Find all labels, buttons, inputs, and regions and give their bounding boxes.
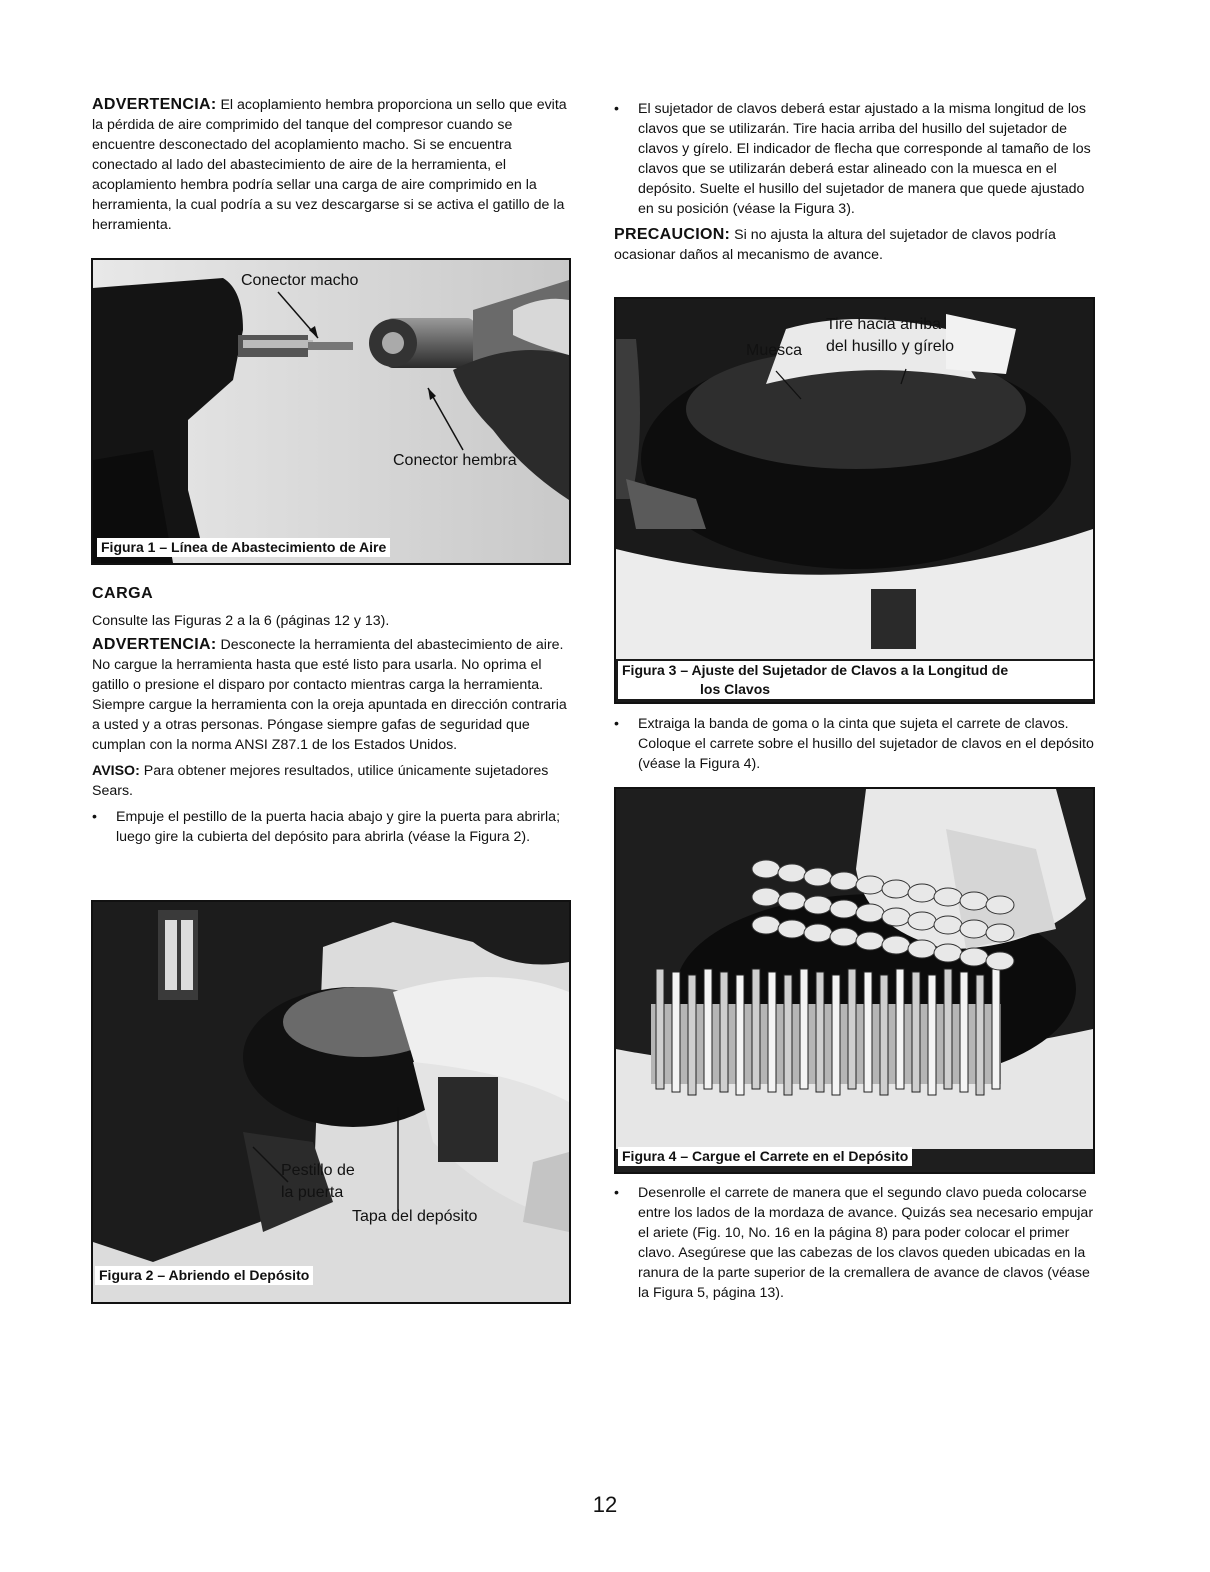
nail-head — [934, 916, 962, 934]
nail-shank — [896, 969, 904, 1089]
figure-1-photo — [93, 260, 569, 563]
nail-shank — [816, 972, 824, 1092]
figure-4 — [614, 787, 1095, 1174]
nail-head — [856, 932, 884, 950]
nail-shank — [752, 969, 760, 1089]
nail-shank — [688, 975, 696, 1095]
left-column — [92, 95, 570, 235]
nail-shank — [960, 972, 968, 1092]
nail-head — [830, 872, 858, 890]
nail-shank — [800, 969, 808, 1089]
nail-head — [908, 912, 936, 930]
consult-text: Consulte las Figuras 2 a la 6 (páginas 12 y 13). — [92, 613, 390, 629]
nail-head — [856, 876, 884, 894]
warning-air-coupling — [92, 95, 570, 235]
right-column-middle — [614, 714, 1094, 774]
nail-head — [830, 900, 858, 918]
figure-2-caption: Figura 2 – Abriendo el Depósito — [95, 1266, 313, 1285]
nail-shank — [848, 969, 856, 1089]
nail-head — [804, 924, 832, 942]
nail-shank — [736, 975, 744, 1095]
bullet-text: Desenrolle el carrete de manera que el segundo clavo pueda colocarse entre los lados de la mordaza de avance. Quizás sea necesario empujar el ariete (Fig. 10, No. 16 en la página 8) para poder colocar el primer clavo. Asegúrese que las cabezas de los clavos queden ubicadas en la ranura de la parte superior de la cremallera de avance de clavos (véase la Figura 5, página 13). — [638, 1185, 1094, 1301]
caution-text: Si no ajusta la altura del sujetador de clavos podría ocasionar daños al mecanismo de avance. — [614, 227, 1056, 263]
list-item: • Extraiga la banda de goma o la cinta que sujeta el carrete de clavos. Coloque el carrete sobre el husillo del sujetador de clavos en el depósito (véase la Figura 4). — [614, 716, 1094, 772]
warning-label: ADVERTENCIA: — [92, 96, 217, 113]
figure-3-photo — [616, 299, 1093, 702]
figure-3 — [614, 297, 1095, 704]
nail-head — [804, 896, 832, 914]
notice-label: AVISO: — [92, 763, 140, 779]
nail-head — [986, 896, 1014, 914]
nail-shank — [704, 969, 712, 1089]
nail-head — [752, 860, 780, 878]
nail-head — [752, 888, 780, 906]
bullet-text: Empuje el pestillo de la puerta hacia abajo y gire la puerta para abrirla; luego gire la cubierta del depósito para abrirla (véase la Figura 2). — [116, 809, 561, 845]
nail-shank — [720, 972, 728, 1092]
nail-head — [882, 880, 910, 898]
nail-head — [778, 864, 806, 882]
nail-shank — [928, 975, 936, 1095]
figure-1-label-female: Conector hembra — [393, 452, 517, 469]
caution — [614, 225, 1094, 265]
right-column-bottom — [614, 1183, 1094, 1303]
figure-2 — [91, 900, 571, 1304]
bullet-text: Extraiga la banda de goma o la cinta que sujeta el carrete de clavos. Coloque el carrete sobre el husillo del sujetador de clavos en el depósito (véase la Figura 4). — [638, 716, 1094, 772]
nail-shank — [672, 972, 680, 1092]
figure-3-caption-line-2: los Clavos — [700, 681, 771, 697]
figure-3-label-pull: Tire hacia arriba del husillo y gírelo — [826, 316, 955, 355]
nail-shank — [784, 975, 792, 1095]
nail-head — [830, 928, 858, 946]
nail-head — [856, 904, 884, 922]
figure-4-caption: Figura 4 – Cargue el Carrete en el Depósito — [618, 1147, 912, 1166]
figure-2-photo — [93, 902, 569, 1302]
nail-head — [778, 892, 806, 910]
figure-1 — [91, 258, 571, 565]
caution-label: PRECAUCION: — [614, 226, 731, 243]
warning-label: ADVERTENCIA: — [92, 636, 217, 653]
nail-head — [986, 952, 1014, 970]
bullet-text: El sujetador de clavos deberá estar ajustado a la misma longitud de los clavos que se utilizarán. Tire hacia arriba del husillo del sujetador de clavos y gírelo. El indicador de flecha que corresponde al tamaño de los clavos que se utilizarán deberá estar alineado con la muesca en el depósito. Suelte el husillo del sujetador de manera que quede ajustado en su posición (véase la Figura 3). — [638, 101, 1091, 217]
warning-text: Desconecte la herramienta del abastecimiento de aire. No cargue la herramienta hasta que esté listo para usarla. No oprima el gatillo o presione el disparo por contacto mientras carga la herramienta. Siempre cargue la herramienta con la oreja apuntada en dirección contraria a usted y a otras personas. Póngase siempre gafas de seguridad que cumplan con la norma ANSI Z87.1 de los Estados Unidos. — [92, 637, 567, 753]
figure-3-caption — [618, 661, 1095, 699]
nail-coil — [616, 789, 1093, 1172]
nail-shank — [944, 969, 952, 1089]
right-column — [614, 99, 1094, 265]
nail-head — [752, 916, 780, 934]
nail-shank — [992, 969, 1000, 1089]
nail-head — [934, 888, 962, 906]
nail-shank — [864, 972, 872, 1092]
nail-head — [882, 936, 910, 954]
carga-section — [92, 585, 570, 847]
nail-head — [986, 924, 1014, 942]
list-item: • El sujetador de clavos deberá estar ajustado a la misma longitud de los clavos que se utilizarán. Tire hacia arriba del husillo del sujetador de clavos y gírelo. El indicador de flecha que corresponde al tamaño de los clavos que se utilizarán deberá estar alineado con la muesca en el depósito. Suelte el husillo del sujetador de manera que quede ajustado en su posición (véase la Figura 3). — [614, 101, 1091, 217]
section-heading: CARGA — [92, 585, 154, 602]
nail-head — [804, 868, 832, 886]
notice-text: Para obtener mejores resultados, utilice únicamente sujetadores Sears. — [92, 763, 549, 799]
warning-disconnect — [92, 635, 570, 755]
nail-shank — [656, 969, 664, 1089]
figure-2-label-latch: Pestillo de la puerta — [281, 1162, 355, 1201]
nail-shank — [832, 975, 840, 1095]
nail-head — [778, 920, 806, 938]
nail-head — [960, 892, 988, 910]
nail-head — [934, 944, 962, 962]
page-number: 12 — [592, 1492, 618, 1517]
figure-2-label-cap: Tapa del depósito — [352, 1208, 478, 1225]
figure-3-label-notch: Muesca — [746, 342, 803, 359]
nail-shank — [912, 972, 920, 1092]
nail-shank — [880, 975, 888, 1095]
figure-1-caption: Figura 1 – Línea de Abastecimiento de Aire — [97, 538, 390, 557]
list-item: • Desenrolle el carrete de manera que el segundo clavo pueda colocarse entre los lados de la mordaza de avance. Quizás sea necesario empujar el ariete (Fig. 10, No. 16 en la página 8) para poder colocar el primer clavo. Asegúrese que las cabezas de los clavos queden ubicadas en la ranura de la parte superior de la cremallera de avance de clavos (véase la Figura 5, página 13). — [614, 1185, 1094, 1301]
warning-text: El acoplamiento hembra proporciona un sello que evita la pérdida de aire comprimido del tanque del compresor cuando se encuentre desconectado del acoplamiento macho. Si se encuentra conectado al lado del abastecimiento de aire de la herramienta, el acoplamiento hembra podría sellar una carga de aire comprimido en la herramienta, la cual podría a su vez descargarse si se activa el gatillo de la herramienta. — [92, 97, 567, 233]
nail-shank — [768, 972, 776, 1092]
nail-head — [960, 920, 988, 938]
notice — [92, 761, 570, 801]
list-item: • Empuje el pestillo de la puerta hacia abajo y gire la puerta para abrirla; luego gire la cubierta del depósito para abrirla (véase la Figura 2). — [92, 809, 561, 845]
nail-shank — [976, 975, 984, 1095]
figure-1-label-male: Conector macho — [241, 272, 359, 289]
nail-head — [908, 940, 936, 958]
nail-head — [882, 908, 910, 926]
figure-3-caption-line-1: Figura 3 – Ajuste del Sujetador de Clavos a la Longitud de — [622, 662, 1009, 678]
nail-head — [908, 884, 936, 902]
nail-head — [960, 948, 988, 966]
